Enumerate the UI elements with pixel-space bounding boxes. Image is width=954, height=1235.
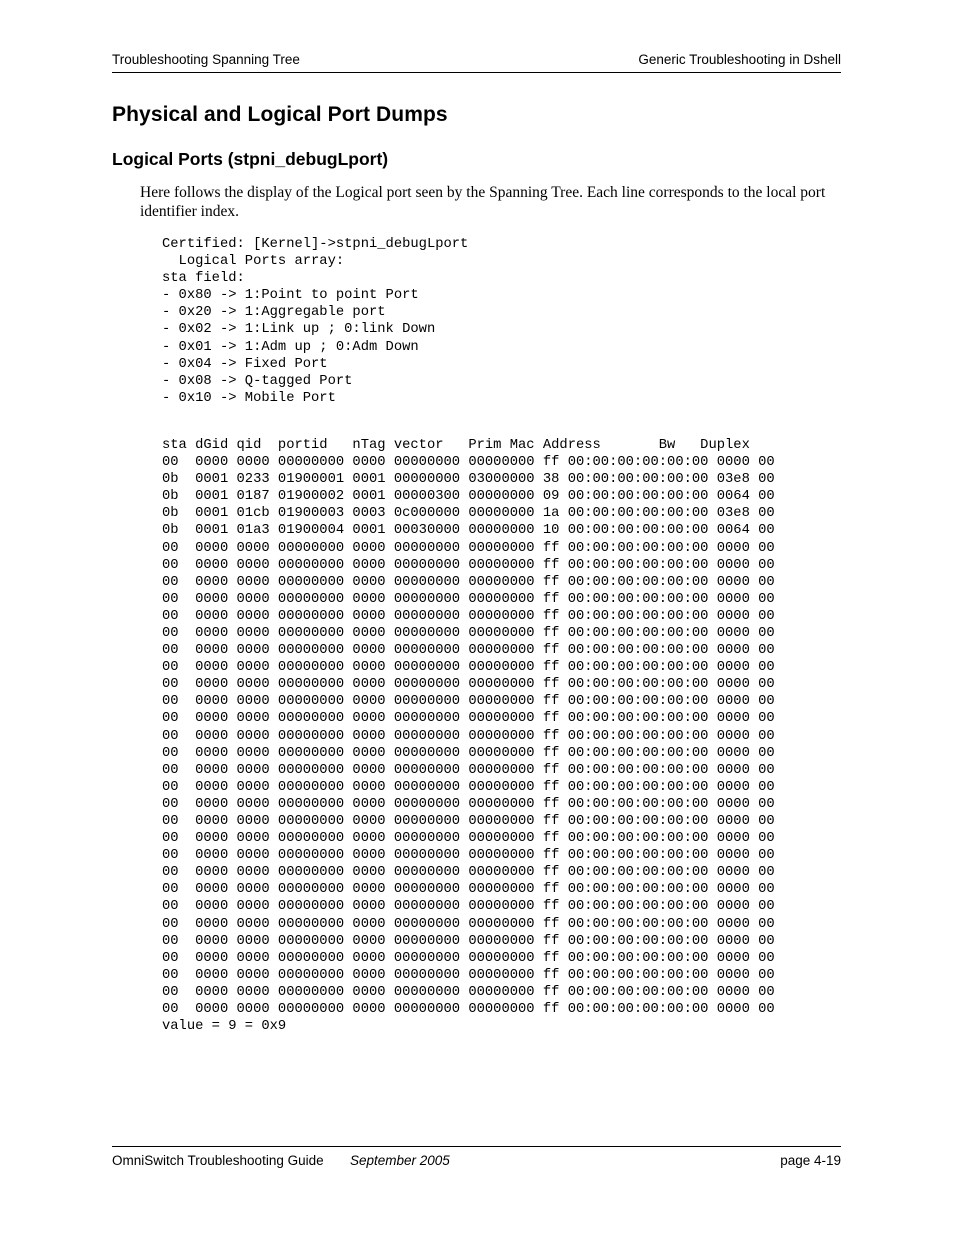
code-line: - 0x80 -> 1:Point to point Port xyxy=(162,288,419,304)
code-line: - 0x20 -> 1:Aggregable port xyxy=(162,305,386,321)
code-line: - 0x02 -> 1:Link up ; 0:link Down xyxy=(162,322,436,338)
port-table-row: 00 0000 0000 00000000 0000 00000000 00000000 ff 00:00:00:00:00:00 0000 00 xyxy=(162,455,775,471)
port-table-row: 00 0000 0000 00000000 0000 00000000 00000000 ff 00:00:00:00:00:00 0000 00 xyxy=(162,694,775,710)
intro-paragraph: Here follows the display of the Logical port seen by the Spanning Tree. Each line corresponds to the local port identifier index. xyxy=(140,184,826,220)
port-table-row: 0b 0001 0187 01900002 0001 00000300 00000000 09 00:00:00:00:00:00 0064 00 xyxy=(162,489,775,505)
port-table-header: sta dGid qid portid nTag vector Prim Mac Address Bw Duplex xyxy=(162,437,750,453)
port-table-row: 00 0000 0000 00000000 0000 00000000 00000000 ff 00:00:00:00:00:00 0000 00 xyxy=(162,1002,775,1018)
port-table-row: 00 0000 0000 00000000 0000 00000000 00000000 ff 00:00:00:00:00:00 0000 00 xyxy=(162,728,775,744)
footer-page-number: page 4-19 xyxy=(780,1153,841,1168)
code-line: - 0x04 -> Fixed Port xyxy=(162,356,328,372)
header-chapter-title: Troubleshooting Spanning Tree xyxy=(112,52,300,67)
code-line: - 0x08 -> Q-tagged Port xyxy=(162,373,353,389)
port-table-row: 00 0000 0000 00000000 0000 00000000 00000000 ff 00:00:00:00:00:00 0000 00 xyxy=(162,779,775,795)
footer-date: September 2005 xyxy=(350,1153,450,1168)
code-result-line: value = 9 = 0x9 xyxy=(162,1019,287,1035)
header-section-title: Generic Troubleshooting in Dshell xyxy=(638,52,841,67)
port-table-row: 00 0000 0000 00000000 0000 00000000 00000000 ff 00:00:00:00:00:00 0000 00 xyxy=(162,814,775,829)
port-table-row: 00 0000 0000 00000000 0000 00000000 00000000 ff 00:00:00:00:00:00 0000 00 xyxy=(162,848,775,864)
port-table-row: 00 0000 0000 00000000 0000 00000000 00000000 ff 00:00:00:00:00:00 0000 00 xyxy=(162,557,775,573)
port-table-row: 0b 0001 0233 01900001 0001 00000000 03000000 38 00:00:00:00:00:00 03e8 00 xyxy=(162,472,775,488)
port-table-row: 0b 0001 01a3 01900004 0001 00030000 00000000 10 00:00:00:00:00:00 0064 00 xyxy=(162,523,775,539)
port-table-row: 00 0000 0000 00000000 0000 00000000 00000000 ff 00:00:00:00:00:00 0000 00 xyxy=(162,625,775,641)
code-line: - 0x10 -> Mobile Port xyxy=(162,390,336,406)
section-title: Physical and Logical Port Dumps xyxy=(112,103,448,126)
running-header xyxy=(112,50,841,73)
port-table-row: 0b 0001 01cb 01900003 0003 0c000000 00000000 1a 00:00:00:00:00:00 03e8 00 xyxy=(162,506,775,522)
port-table-row: 00 0000 0000 00000000 0000 00000000 00000000 ff 00:00:00:00:00:00 0000 00 xyxy=(162,660,775,676)
code-spacer xyxy=(162,407,775,422)
running-footer xyxy=(112,1146,841,1173)
code-line: Certified: [Kernel]->stpni_debugLport xyxy=(162,237,469,252)
port-table-row: 00 0000 0000 00000000 0000 00000000 00000000 ff 00:00:00:00:00:00 0000 00 xyxy=(162,677,775,693)
footer-guide-title: OmniSwitch Troubleshooting Guide xyxy=(112,1153,324,1168)
port-table-row: 00 0000 0000 00000000 0000 00000000 00000000 ff 00:00:00:00:00:00 0000 00 xyxy=(162,882,775,898)
command-output-block xyxy=(162,236,775,1035)
port-table-row: 00 0000 0000 00000000 0000 00000000 00000000 ff 00:00:00:00:00:00 0000 00 xyxy=(162,540,775,556)
port-table-row: 00 0000 0000 00000000 0000 00000000 00000000 ff 00:00:00:00:00:00 0000 00 xyxy=(162,711,775,727)
port-table-row: 00 0000 0000 00000000 0000 00000000 00000000 ff 00:00:00:00:00:00 0000 00 xyxy=(162,984,775,1000)
port-table-row: 00 0000 0000 00000000 0000 00000000 00000000 ff 00:00:00:00:00:00 0000 00 xyxy=(162,745,775,761)
port-table-row: 00 0000 0000 00000000 0000 00000000 00000000 ff 00:00:00:00:00:00 0000 00 xyxy=(162,967,775,983)
port-table-row: 00 0000 0000 00000000 0000 00000000 00000000 ff 00:00:00:00:00:00 0000 00 xyxy=(162,643,775,659)
code-spacer xyxy=(162,422,775,437)
port-table-row: 00 0000 0000 00000000 0000 00000000 00000000 ff 00:00:00:00:00:00 0000 00 xyxy=(162,865,775,881)
code-line: Logical Ports array: xyxy=(162,254,345,270)
port-table-row: 00 0000 0000 00000000 0000 00000000 00000000 ff 00:00:00:00:00:00 0000 00 xyxy=(162,831,775,847)
port-table-row: 00 0000 0000 00000000 0000 00000000 00000000 ff 00:00:00:00:00:00 0000 00 xyxy=(162,933,775,949)
code-line: - 0x01 -> 1:Adm up ; 0:Adm Down xyxy=(162,339,419,355)
port-table-row: 00 0000 0000 00000000 0000 00000000 00000000 ff 00:00:00:00:00:00 0000 00 xyxy=(162,899,775,915)
code-line: sta field: xyxy=(162,271,245,287)
port-table-row: 00 0000 0000 00000000 0000 00000000 00000000 ff 00:00:00:00:00:00 0000 00 xyxy=(162,608,775,624)
subsection-title: Logical Ports (stpni_debugLport) xyxy=(112,149,389,169)
port-table-row: 00 0000 0000 00000000 0000 00000000 00000000 ff 00:00:00:00:00:00 0000 00 xyxy=(162,762,775,778)
port-table-row: 00 0000 0000 00000000 0000 00000000 00000000 ff 00:00:00:00:00:00 0000 00 xyxy=(162,796,775,812)
port-table-row: 00 0000 0000 00000000 0000 00000000 00000000 ff 00:00:00:00:00:00 0000 00 xyxy=(162,916,775,932)
port-table-row: 00 0000 0000 00000000 0000 00000000 00000000 ff 00:00:00:00:00:00 0000 00 xyxy=(162,950,775,966)
port-table-row: 00 0000 0000 00000000 0000 00000000 00000000 ff 00:00:00:00:00:00 0000 00 xyxy=(162,574,775,590)
port-table-row: 00 0000 0000 00000000 0000 00000000 00000000 ff 00:00:00:00:00:00 0000 00 xyxy=(162,591,775,607)
